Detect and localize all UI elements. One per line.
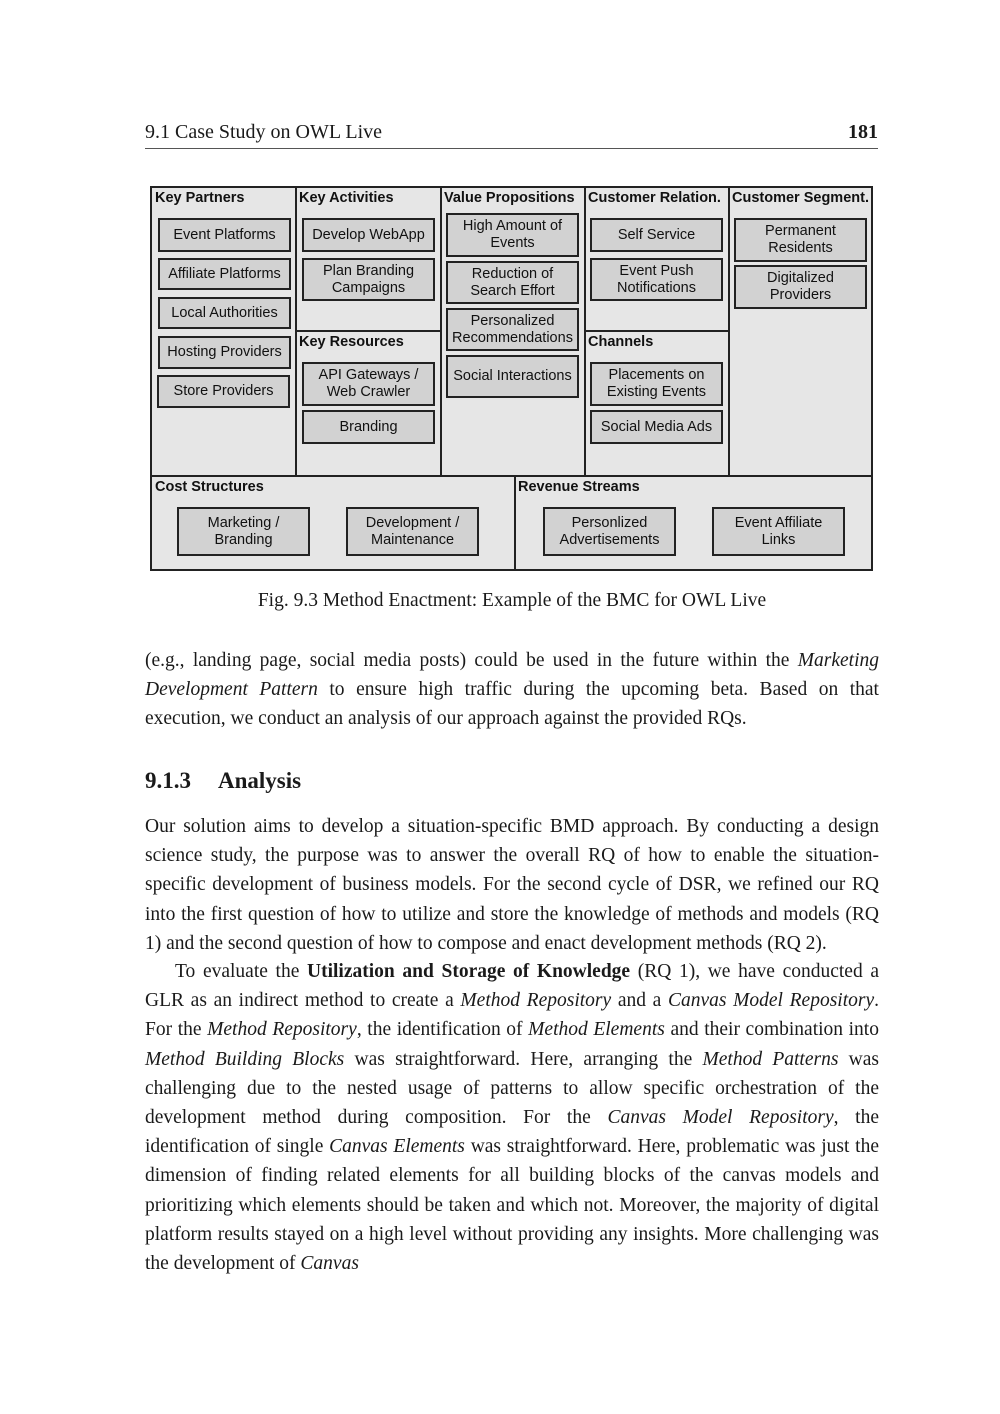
- text-run: was straightforward. Here, arranging the: [344, 1048, 703, 1070]
- page-number: 181: [848, 121, 878, 143]
- canvas-item: Personlized Advertisements: [543, 507, 676, 556]
- divider: [514, 475, 516, 570]
- block-title-key-activities: Key Activities: [299, 190, 394, 206]
- block-title-customer-relationships: Customer Relation.: [588, 190, 721, 206]
- section-number: 9.1.3: [145, 768, 191, 793]
- block-title-channels: Channels: [588, 334, 654, 350]
- canvas-item: Marketing / Branding: [177, 507, 310, 556]
- text-run: was straightforward. Here, problematic was just the dimension of finding related elements for all building blocks of the canvas models and prioritizing which elements should be taken and which not. Moreover, the majority of digital platform results stayed on a high level without providing any insights. More challenging was the development of: [145, 1136, 879, 1275]
- block-title-value-propositions: Value Propositions: [444, 190, 575, 206]
- italic-term: Canvas Model Repository: [667, 990, 875, 1012]
- canvas-item: Develop WebApp: [302, 218, 435, 252]
- text-run: and their combination into: [664, 1019, 879, 1041]
- block-title-cost-structures: Cost Structures: [155, 479, 264, 495]
- canvas-item: Personalized Recommendations: [446, 308, 579, 351]
- text-run: . For the: [145, 990, 879, 1041]
- text-run: (RQ 1), we have conducted a GLR as an indirect method to create a: [145, 961, 879, 1012]
- block-title-key-resources: Key Resources: [299, 334, 404, 350]
- running-head: [145, 121, 878, 149]
- text-run: (e.g., landing page, social media posts) could be used in the future within the: [145, 650, 798, 671]
- text-run: To evaluate the: [175, 961, 308, 982]
- italic-term: Canvas Model Repository: [607, 1107, 834, 1129]
- bold-term: Utilization and Storage of Knowledge: [307, 961, 631, 982]
- canvas-item: Event Affiliate Links: [712, 507, 845, 556]
- canvas-item: API Gateways / Web Crawler: [302, 362, 435, 406]
- section-heading: [145, 768, 301, 794]
- body-paragraph: Our solution aims to develop a situation-specific BMD approach. By conducting a design science study, the purpose was to answer the overall RQ of how to enable the situation-specific development of business models. For the second cycle of DSR, we refined our RQ into the first question of how to utilize and store the knowledge of methods and models (RQ 1) and the second question of how to compose and enact development methods (RQ 2).: [145, 816, 879, 954]
- canvas-item: Affiliate Platforms: [158, 258, 291, 290]
- canvas-item: Branding: [302, 410, 435, 444]
- text-run: , the identification of single: [145, 1107, 879, 1158]
- canvas-item: Store Providers: [157, 375, 290, 408]
- canvas-item: Local Authorities: [158, 297, 291, 329]
- figure-caption: Fig. 9.3 Method Enactment: Example of the BMC for OWL Live: [257, 590, 767, 611]
- canvas-item: Event Platforms: [158, 218, 291, 252]
- block-title-customer-segments: Customer Segment.: [732, 190, 869, 206]
- block-title-key-partners: Key Partners: [155, 190, 245, 206]
- canvas-item: Reduction of Search Effort: [446, 261, 579, 304]
- italic-term: Marketing Development Pattern: [145, 650, 879, 701]
- body-paragraph: [145, 957, 879, 1278]
- text-run: was challenging due to the nested usage of patterns to allow specific orchestration of the development method during composition. For the: [145, 1048, 879, 1129]
- canvas-item: Hosting Providers: [158, 336, 291, 369]
- italic-term: Method Repository: [207, 1019, 357, 1041]
- canvas-item: Placements on Existing Events: [590, 362, 723, 406]
- italic-term: Method Patterns: [702, 1048, 839, 1070]
- canvas-item: Social Media Ads: [590, 410, 723, 444]
- text-run: , the identification of: [356, 1019, 529, 1041]
- canvas-item: High Amount of Events: [446, 213, 579, 257]
- italic-term: Method Repository: [460, 990, 612, 1012]
- canvas-item: Self Service: [590, 218, 723, 252]
- canvas-item: Event Push Notifications: [590, 258, 723, 301]
- divider: [584, 330, 730, 332]
- canvas-item: Development / Maintenance: [346, 507, 479, 556]
- italic-term: Method Elements: [528, 1019, 665, 1041]
- italic-term: Canvas: [300, 1253, 359, 1275]
- canvas-item: Plan Branding Campaigns: [302, 258, 435, 301]
- body-paragraph: [145, 646, 879, 734]
- divider: [295, 330, 442, 332]
- running-head-section: 9.1 Case Study on OWL Live: [145, 121, 383, 143]
- business-model-canvas: [150, 186, 873, 571]
- canvas-item: Permanent Residents: [734, 218, 867, 262]
- divider: [152, 475, 872, 477]
- text-run: and a: [611, 990, 668, 1012]
- italic-term: Canvas Elements: [329, 1136, 465, 1158]
- canvas-item: Social Interactions: [446, 355, 579, 398]
- section-title: Analysis: [218, 768, 302, 793]
- block-title-revenue-streams: Revenue Streams: [518, 479, 640, 495]
- canvas-item: Digitalized Providers: [734, 265, 867, 309]
- text-run: to ensure high traffic during the upcoming beta. Based on that execution, we conduct an analysis of our approach against the provided RQs.: [145, 679, 879, 730]
- italic-term: Method Building Blocks: [145, 1048, 345, 1070]
